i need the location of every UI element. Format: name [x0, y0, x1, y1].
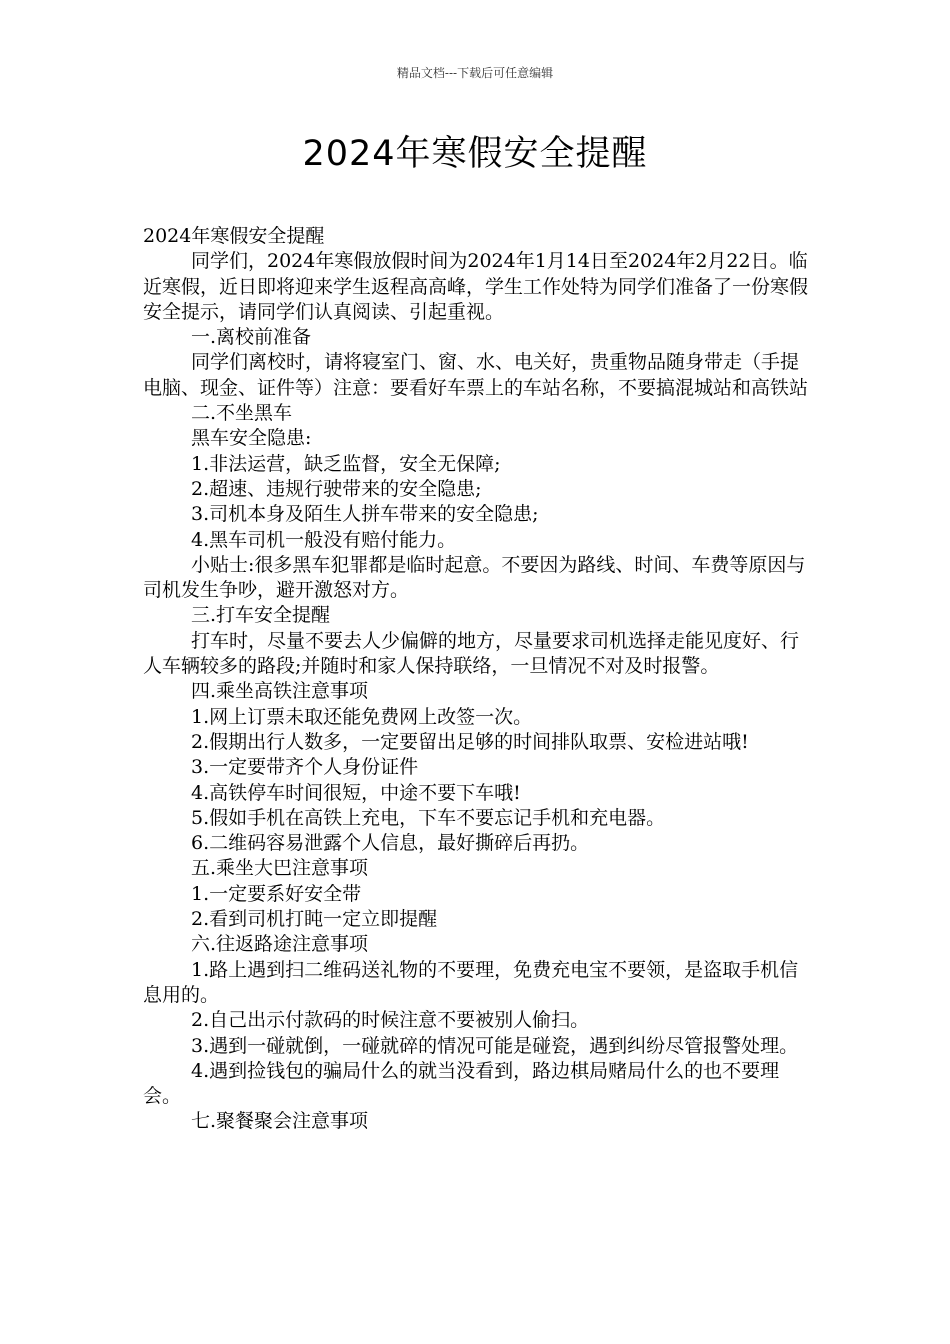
- section-heading-7: 七.聚餐聚会注意事项: [191, 1110, 369, 1133]
- section-heading-6: 六.往返路途注意事项: [191, 933, 369, 956]
- paragraph: 黑车安全隐患:: [191, 427, 312, 450]
- tip-paragraph: 小贴士:很多黑车犯罪都是临时起意。不要因为路线、时间、车费等原因与司机发生争吵，避开激怒对方。: [143, 553, 806, 602]
- list-item: 2.看到司机打盹一定立即提醒: [191, 908, 438, 931]
- list-item: 2.超速、违规行驶带来的安全隐患;: [191, 477, 482, 500]
- list-item: 2.自己出示付款码的时候注意不要被别人偷扫。: [191, 1009, 590, 1032]
- list-item: 4.遇到捡钱包的骗局什么的就当没看到，路边棋局赌局什么的也不要理会。: [143, 1059, 780, 1108]
- section-heading-4: 四.乘坐高铁注意事项: [191, 680, 369, 703]
- list-item: 1.非法运营，缺乏监督，安全无保障;: [191, 452, 501, 475]
- document-title: 2024年寒假安全提醒: [302, 134, 648, 174]
- list-item: 4.黑车司机一般没有赔付能力。: [191, 528, 457, 551]
- list-item: 1.一定要系好安全带: [191, 882, 362, 905]
- list-item: 3.司机本身及陌生人拼车带来的安全隐患;: [191, 503, 539, 526]
- section-heading-3: 三.打车安全提醒: [191, 604, 331, 627]
- list-item: 1.网上订票未取还能免费网上改签一次。: [191, 705, 533, 728]
- document-body: [143, 224, 813, 1135]
- paragraph: 打车时，尽量不要去人少偏僻的地方，尽量要求司机选择走能见度好、行人车辆较多的路段;并随时和家人保持联络，一旦情况不对及时报警。: [143, 629, 800, 678]
- paragraph: 同学们离校时，请将寝室门、窗、水、电关好，贵重物品随身带走（手提电脑、现金、证件等）注意：要看好车票上的车站名称，不要搞混城站和高铁站: [143, 351, 809, 399]
- list-item: 1.路上遇到扫二维码送礼物的不要理，免费充电宝不要领，是盗取手机信息用的。: [143, 958, 799, 1006]
- section-heading-5: 五.乘坐大巴注意事项: [191, 857, 369, 880]
- intro-paragraph: 同学们，2024年寒假放假时间为2024年1月14日至2024年2月22日。临近寒假，近日即将迎来学生返程高高峰，学生工作处特为同学们准备了一份寒假安全提示，请同学们认真阅读、引起重视。: [143, 250, 809, 323]
- header-note: 精品文档---下载后可任意编辑: [396, 66, 554, 80]
- section-heading-2: 二.不坐黑车: [191, 402, 293, 425]
- body-heading: 2024年寒假安全提醒: [143, 225, 325, 247]
- list-item: 3.一定要带齐个人身份证件: [191, 756, 419, 779]
- list-item: 6.二维码容易泄露个人信息，最好撕碎后再扔。: [191, 832, 590, 855]
- section-heading-1: 一.离校前准备: [191, 326, 312, 349]
- list-item: 5.假如手机在高铁上充电，下车不要忘记手机和充电器。: [191, 806, 666, 829]
- list-item: 4.高铁停车时间很短，中途不要下车哦!: [191, 781, 521, 804]
- list-item: 3.遇到一碰就倒，一碰就碎的情况可能是碰瓷，遇到纠纷尽管报警处理。: [191, 1034, 799, 1057]
- list-item: 2.假期出行人数多，一定要留出足够的时间排队取票、安检进站哦!: [191, 730, 749, 753]
